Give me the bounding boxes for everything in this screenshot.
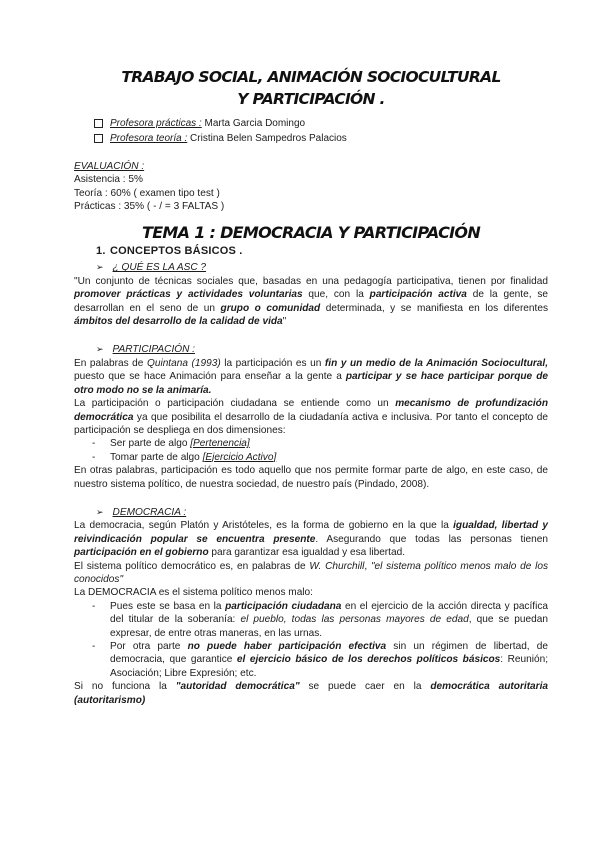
title-line-2: Y PARTICIPACIÓN . — [237, 90, 385, 108]
text-run: " — [282, 316, 287, 328]
text-run: ya que posibilita el desarrollo de la ciudadanía activa e inclusiva. Por tanto el concepto de participación se despliega en dos dimensiones: — [74, 411, 548, 436]
emphasis-run: participación en el gobierno — [74, 547, 209, 559]
evaluation-line: Asistencia : 5% — [74, 174, 144, 186]
emphasis-run: democrática autoritaria (autoritarismo) — [74, 681, 549, 706]
emphasis-run: fin y un medio de la Animación Sociocultural, — [324, 357, 549, 369]
subheading-text: DEMOCRACIA : — [112, 506, 187, 518]
text-run: en el ejercicio de la acción directa y pacífica del titular de la soberanía: — [110, 600, 548, 626]
italic-run: Quintana (1993) — [146, 357, 221, 369]
text-run: determinada, y se manifiesta en los diferentes — [320, 302, 548, 314]
text-run: Si no funciona la — [74, 681, 176, 693]
emphasis-run: mecanismo de profundización democrática — [74, 398, 548, 423]
evaluation-line: Prácticas : 35% ( - / = 3 FALTAS ) — [74, 201, 225, 213]
emphasis-run: participación activa — [369, 289, 467, 301]
section-heading — [96, 245, 548, 258]
tema-heading: TEMA 1 : DEMOCRACIA Y PARTICIPACIÓN — [141, 222, 481, 242]
subheading-text: ¿ QUÉ ES LA ASC ? — [112, 262, 207, 274]
text-run: que, con la — [302, 289, 370, 301]
asc-paragraph — [74, 275, 548, 329]
list-item-tag: [Pertenencia] — [190, 438, 250, 450]
italic-run: el pueblo, todas las personas mayores de edad — [240, 614, 469, 626]
professor-label: Profesora teoría : — [110, 132, 188, 144]
title-line-1: TRABAJO SOCIAL, ANIMACIÓN SOCIOCULTURAL — [121, 68, 501, 86]
professor-row — [94, 116, 548, 131]
emphasis-run: grupo o comunidad — [220, 302, 321, 314]
evaluation-heading: EVALUACIÓN : — [74, 161, 145, 172]
text-run: la participación es un — [220, 357, 325, 369]
text-run: : Reunión; Asociación; Libre Expresión; etc. — [110, 654, 548, 679]
emphasis-run: no puede haber participación efectiva — [187, 641, 387, 652]
text-run: de la gente, se desarrollan en el seno de un — [74, 289, 548, 314]
checkbox-icon — [94, 134, 103, 143]
subheading-participacion — [96, 343, 548, 356]
italic-run: W. Churchill — [309, 560, 365, 572]
checkbox-icon — [94, 119, 103, 128]
text-run: La participación o participación ciudadana se entiende como un — [74, 398, 396, 410]
evaluation-line: Teoría : 60% ( examen tipo test ) — [74, 187, 220, 199]
text-run: para garantizar esa igualdad y esa libertad. — [208, 547, 405, 559]
list-item-text: Tomar parte de algo — [110, 451, 203, 463]
participacion-paragraph-2 — [74, 397, 548, 437]
participacion-paragraph-3: En otras palabras, participación es todo aquello que nos permite formar parte de algo, en este caso, de nuestro sistema político, de nuestra sociedad, de nuestro país (Pindado, 2008). — [74, 465, 548, 490]
participacion-paragraph-1 — [74, 357, 548, 397]
dash-bullet: - — [92, 438, 96, 450]
democracia-paragraph-2 — [74, 560, 548, 587]
text-run: puesto que se hace Animación para enseñar a la gente a — [74, 371, 346, 383]
emphasis-run: promover prácticas y actividades voluntarias — [74, 289, 303, 301]
emphasis-run: el ejercicio básico de los derechos políticos básicos — [236, 654, 501, 666]
emphasis-run: participar y se hace participar porque de otro modo no se la animaría. — [74, 371, 548, 396]
emphasis-run: igualdad, libertad y reivindicación popular se encuentra presente — [74, 520, 549, 545]
professor-row — [94, 131, 548, 146]
subheading-democracia — [96, 506, 548, 519]
list-item — [92, 451, 548, 464]
text-run: sin un régimen de libertad, de democracia, que garantice — [110, 641, 548, 666]
subheading-text: PARTICIPACIÓN : — [112, 344, 195, 356]
section-title: CONCEPTOS BÁSICOS . — [110, 245, 243, 258]
arrow-bullet-icon: ➢ — [96, 344, 104, 355]
text-run: "Un conjunto de técnicas sociales que, basadas en una pedagogía participativa, tienen por finalidad — [74, 275, 548, 287]
arrow-bullet-icon: ➢ — [96, 506, 104, 517]
dash-bullet: - — [92, 451, 96, 463]
text-run: , — [364, 560, 371, 572]
arrow-bullet-icon: ➢ — [96, 262, 104, 273]
text-run: Pues este se basa en la — [110, 600, 226, 612]
list-item-text: Ser parte de algo — [110, 438, 191, 450]
emphasis-run: participación ciudadana — [225, 600, 342, 612]
text-run: se puede caer en la — [299, 681, 431, 693]
italic-run: "el sistema político menos malo de los conocidos" — [74, 560, 548, 585]
emphasis-run: "autoridad democrática" — [175, 681, 300, 693]
text-run: Por otra parte — [110, 641, 188, 652]
list-item — [92, 437, 548, 450]
list-item — [92, 600, 548, 640]
dash-bullet: - — [92, 600, 96, 612]
text-run: El sistema político democrático es, en palabras de — [74, 560, 310, 572]
dash-bullet: - — [92, 641, 96, 652]
evaluation-block — [74, 160, 548, 214]
text-run: En palabras de — [74, 357, 147, 369]
democracia-paragraph-4 — [74, 680, 548, 707]
subheading-asc — [96, 261, 548, 274]
list-item-tag: [Ejercicio Activo] — [202, 451, 277, 463]
section-number: 1. — [96, 245, 106, 258]
list-item — [92, 640, 548, 680]
professor-name: Cristina Belen Sampedros Palacios — [187, 132, 347, 144]
text-run: , que se puedan expresar, de entre otras maneras, en las urnas. — [110, 614, 548, 639]
emphasis-run: ámbitos del desarrollo de la calidad de vida — [74, 316, 283, 328]
text-run: . Asegurando que todas las personas tienen — [315, 533, 548, 545]
professor-name: Marta Garcia Domingo — [201, 117, 306, 129]
document-title — [74, 66, 548, 110]
professor-label: Profesora prácticas : — [110, 117, 202, 129]
text-run: La democracia, según Platón y Aristóteles, es la forma de gobierno en la que la — [74, 520, 454, 532]
democracia-paragraph-1 — [74, 519, 548, 559]
democracia-paragraph-3: La DEMOCRACIA es el sistema político menos malo: — [74, 587, 313, 599]
